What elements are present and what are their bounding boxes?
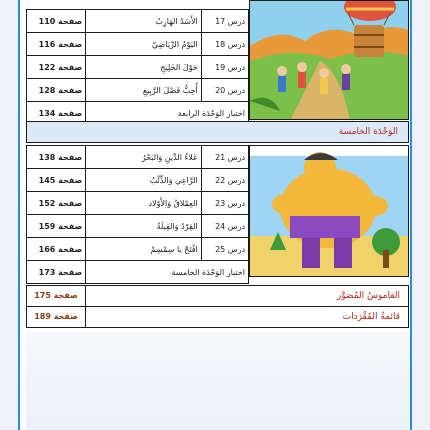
table-row[interactable] [27, 33, 249, 56]
exam-title: اختبار الوَحْدَة الخامسة [86, 261, 249, 284]
page-number: صفحة 166 [27, 238, 86, 261]
lesson-title: العِمْلاقُ وَالأَوْلاد [86, 192, 202, 215]
lesson-title: افْتَحْ يا سِمْسِمْ [86, 238, 202, 261]
dictionary-row[interactable] [26, 285, 409, 307]
table-row[interactable] [27, 238, 249, 261]
vocab-label: قائمةُ المُفْرَدات [342, 312, 400, 322]
balloon-illustration [249, 0, 409, 120]
unit5-table [26, 145, 249, 284]
exam-title: اختبار الوَحْدَة الرابعة [86, 102, 249, 125]
table-row[interactable] [27, 169, 249, 192]
table-row[interactable] [27, 215, 249, 238]
balloon-scene-icon [250, 1, 409, 120]
page-number: صفحة 175 [27, 286, 86, 306]
faded-background [26, 332, 409, 430]
unit5-heading: الوَحْدَة الخامسة [26, 121, 409, 143]
lesson-number: درس 18 [201, 33, 248, 56]
page-number: صفحة 145 [27, 169, 86, 192]
page-number: صفحة 138 [27, 146, 86, 169]
table-row[interactable] [27, 56, 249, 79]
lesson-number: درس 20 [201, 79, 248, 102]
table-row[interactable] [27, 146, 249, 169]
lesson-number: درس 22 [201, 169, 248, 192]
lesson-title: عَلاءُ الدِّينِ وَالبَحْرُ [86, 146, 202, 169]
lesson-title: القِرْدُ وَالفِيلَةُ [86, 215, 202, 238]
page-number: صفحة 110 [27, 10, 86, 33]
lesson-number: درس 21 [201, 146, 248, 169]
giant-scene-icon [250, 146, 409, 277]
page-number: صفحة 159 [27, 215, 86, 238]
table-row[interactable] [27, 79, 249, 102]
page-number: صفحة 152 [27, 192, 86, 215]
page-number: صفحة 134 [27, 102, 86, 125]
vocab-row[interactable] [26, 306, 409, 328]
table-row[interactable] [27, 261, 249, 284]
dictionary-label: القاموسُ المُصَوَّر [336, 291, 400, 301]
table-row[interactable] [27, 192, 249, 215]
lesson-number: درس 25 [201, 238, 248, 261]
page-number: صفحة 128 [27, 79, 86, 102]
lesson-number: درس 23 [201, 192, 248, 215]
lesson-title: حَوْلَ الخَلِيجِ [86, 56, 202, 79]
lesson-title: الرَّاعِي وَالذِّئْبُ [86, 169, 202, 192]
lesson-title: الأَسَدُ الهَارِبُ [86, 10, 202, 33]
right-border [410, 0, 412, 430]
giant-illustration [249, 145, 409, 277]
left-border [18, 0, 20, 430]
lesson-number: درس 19 [201, 56, 248, 79]
lesson-number: درس 17 [201, 10, 248, 33]
page-number: صفحة 122 [27, 56, 86, 79]
page-number: صفحة 189 [27, 307, 86, 327]
page-number: صفحة 173 [27, 261, 86, 284]
table-row[interactable] [27, 10, 249, 33]
lesson-title: اليَوْمُ الرِّيَاضِيّ [86, 33, 202, 56]
lesson-number: درس 24 [201, 215, 248, 238]
page-number: صفحة 116 [27, 33, 86, 56]
unit4-table [26, 9, 249, 125]
lesson-title: أُحِبُّ فَصْلَ الرَّبِيعِ [86, 79, 202, 102]
